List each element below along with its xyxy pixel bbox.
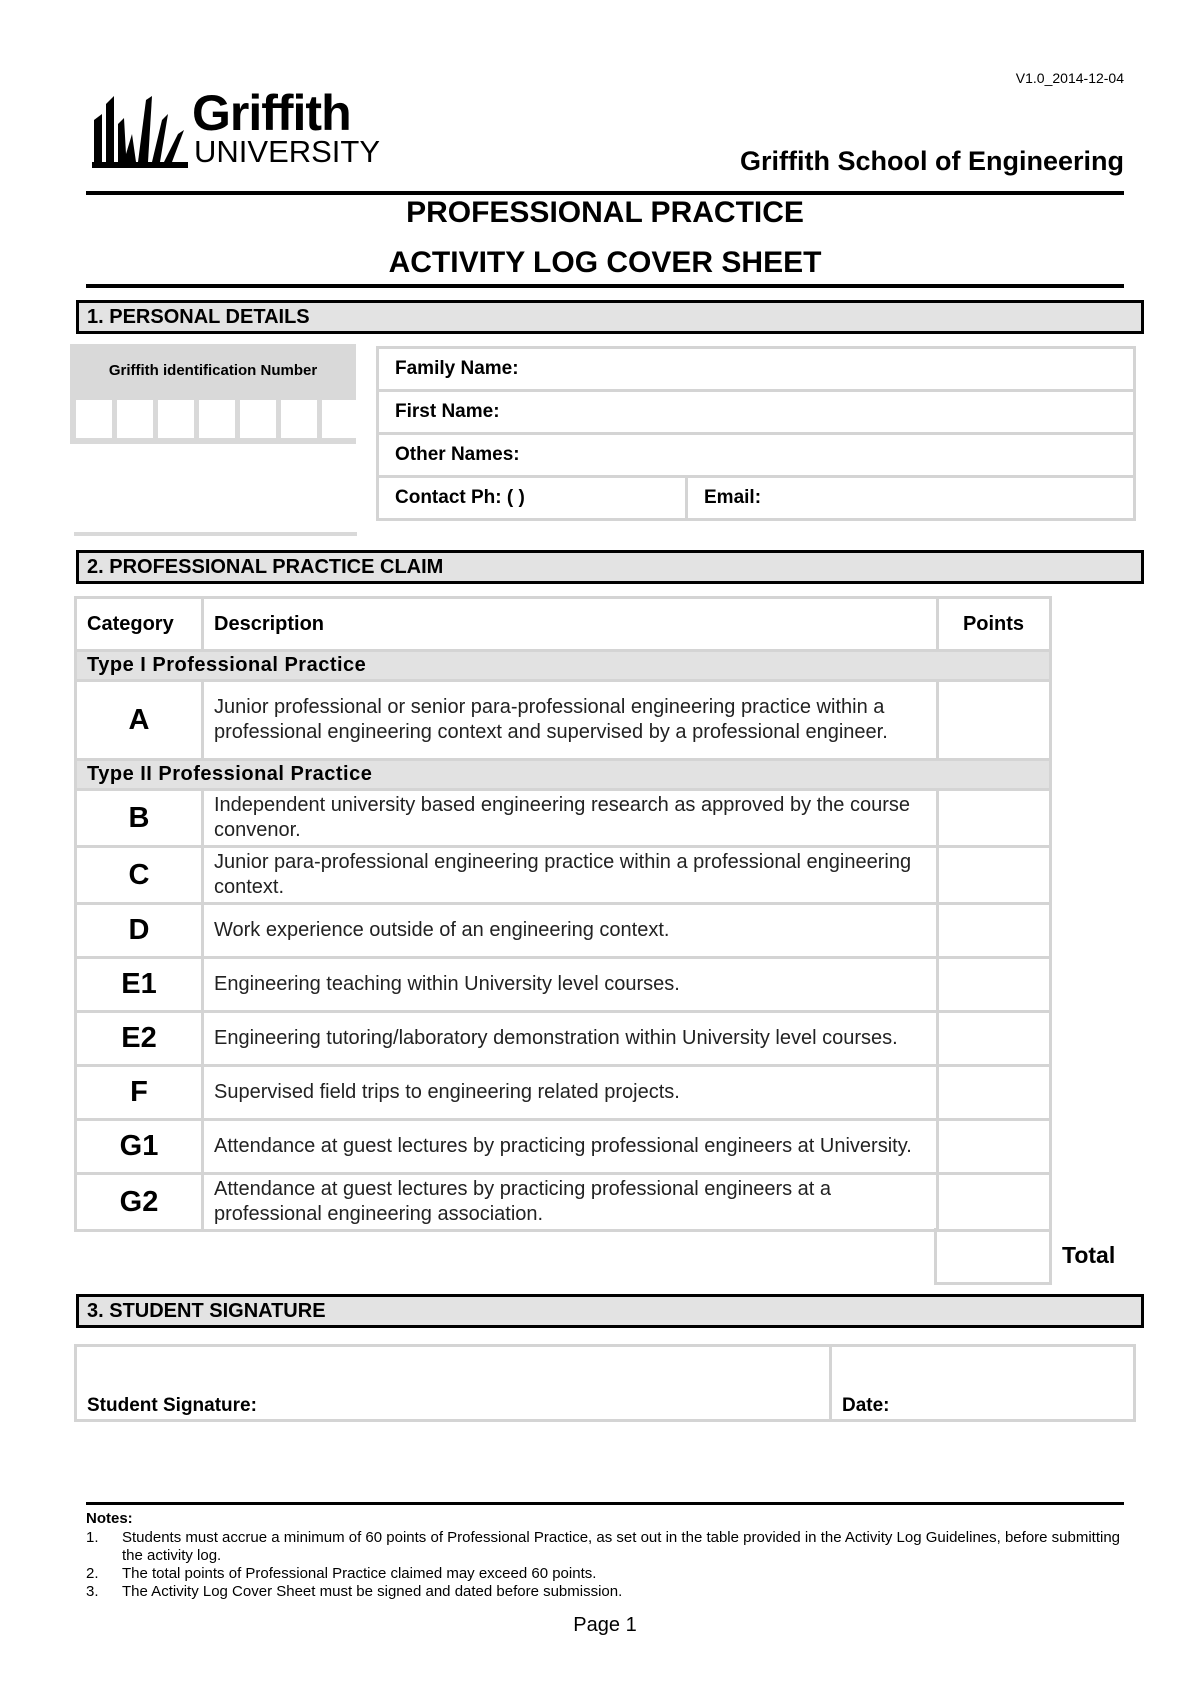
table-row xyxy=(76,681,1051,760)
section-personal-details: 1. PERSONAL DETAILS xyxy=(76,300,1144,334)
section-practice-claim: 2. PROFESSIONAL PRACTICE CLAIM xyxy=(76,550,1144,584)
title-rule xyxy=(86,284,1124,288)
gin-digit-6[interactable] xyxy=(281,400,317,438)
points-cell[interactable] xyxy=(938,1174,1051,1231)
contact-phone-field[interactable]: Contact Ph: ( ) xyxy=(378,477,687,520)
griffith-logo xyxy=(92,85,382,170)
table-row xyxy=(76,1174,1051,1231)
logo-mark-icon xyxy=(92,94,188,168)
table-row xyxy=(76,1066,1051,1120)
email-field[interactable]: Email: xyxy=(687,477,1135,520)
first-name-field[interactable]: First Name: xyxy=(378,391,1135,434)
gin-label: Griffith identification Number xyxy=(108,362,318,379)
table-row xyxy=(76,958,1051,1012)
family-name-field[interactable]: Family Name: xyxy=(378,348,1135,391)
category-cell: B xyxy=(76,790,203,847)
category-cell: G1 xyxy=(76,1120,203,1174)
type1-label: Type I Professional Practice xyxy=(76,651,1051,681)
claim-table xyxy=(74,596,1052,1232)
table-row xyxy=(76,790,1051,847)
header-description: Description xyxy=(203,598,938,651)
claim-header-row xyxy=(76,598,1051,651)
description-cell: Junior professional or senior para-professional engineering practice within a professional engineering context and supervised by a professional engineer. xyxy=(203,681,938,760)
type2-label: Type II Professional Practice xyxy=(76,760,1051,790)
note-number: 2. xyxy=(86,1565,99,1582)
gin-box xyxy=(70,344,356,444)
description-cell: Engineering teaching within University level courses. xyxy=(203,958,938,1012)
points-cell[interactable] xyxy=(938,904,1051,958)
category-cell: E1 xyxy=(76,958,203,1012)
document-subtitle: ACTIVITY LOG COVER SHEET xyxy=(388,246,822,279)
type1-row xyxy=(76,651,1051,681)
notes-list xyxy=(86,1529,1126,1601)
list-item xyxy=(86,1565,1126,1583)
gin-digit-5[interactable] xyxy=(240,400,276,438)
note-text: The Activity Log Cover Sheet must be signed and dated before submission. xyxy=(122,1583,623,1600)
version-label: V1.0_2014-12-04 xyxy=(1015,70,1124,86)
points-cell[interactable] xyxy=(938,1012,1051,1066)
table-row xyxy=(76,847,1051,904)
list-item xyxy=(86,1529,1126,1565)
table-row xyxy=(76,1012,1051,1066)
note-number: 1. xyxy=(86,1529,99,1546)
category-cell: C xyxy=(76,847,203,904)
gin-digit-7[interactable] xyxy=(322,400,358,438)
total-label: Total xyxy=(1062,1242,1116,1268)
category-cell: G2 xyxy=(76,1174,203,1231)
category-cell: F xyxy=(76,1066,203,1120)
date-field[interactable]: Date: xyxy=(831,1346,1135,1421)
gin-digit-4[interactable] xyxy=(199,400,235,438)
category-cell: E2 xyxy=(76,1012,203,1066)
notes-rule xyxy=(86,1502,1124,1505)
description-cell: Junior para-professional engineering practice within a professional engineering context. xyxy=(203,847,938,904)
table-row xyxy=(76,1120,1051,1174)
note-number: 3. xyxy=(86,1583,99,1600)
personal-details-table xyxy=(376,346,1136,521)
page-number: Page 1 xyxy=(573,1614,637,1636)
logo-name: Griffith xyxy=(192,85,351,141)
points-cell[interactable] xyxy=(938,790,1051,847)
description-cell: Engineering tutoring/laboratory demonstration within University level courses. xyxy=(203,1012,938,1066)
points-cell[interactable] xyxy=(938,1066,1051,1120)
gin-digit-3[interactable] xyxy=(158,400,194,438)
note-text: The total points of Professional Practice claimed may exceed 60 points. xyxy=(122,1565,597,1582)
gin-digit-1[interactable] xyxy=(76,400,112,438)
document-title: PROFESSIONAL PRACTICE xyxy=(406,196,804,229)
table-row xyxy=(76,904,1051,958)
signature-table xyxy=(74,1344,1136,1422)
header-rule xyxy=(86,191,1124,195)
description-cell: Attendance at guest lectures by practicing professional engineers at University. xyxy=(203,1120,938,1174)
category-cell: D xyxy=(76,904,203,958)
gin-digit-cells xyxy=(76,400,358,438)
description-cell: Supervised field trips to engineering related projects. xyxy=(203,1066,938,1120)
note-text: Students must accrue a minimum of 60 points of Professional Practice, as set out in the table provided in the Activity Log Guidelines, before submitting the activity log. xyxy=(122,1529,1121,1564)
list-item xyxy=(86,1583,1126,1601)
gin-digit-2[interactable] xyxy=(117,400,153,438)
total-points-field[interactable] xyxy=(934,1228,1052,1285)
notes-heading: Notes: xyxy=(86,1510,133,1527)
notes xyxy=(86,1510,1126,1601)
points-cell[interactable] xyxy=(938,681,1051,760)
category-cell: A xyxy=(76,681,203,760)
description-cell: Independent university based engineering research as approved by the course convenor. xyxy=(203,790,938,847)
description-cell: Attendance at guest lectures by practicing professional engineers at a professional engineering association. xyxy=(203,1174,938,1231)
header-category: Category xyxy=(76,598,203,651)
type2-row xyxy=(76,760,1051,790)
logo-subtitle: UNIVERSITY xyxy=(194,134,381,169)
section-student-signature: 3. STUDENT SIGNATURE xyxy=(76,1294,1144,1328)
school-name: Griffith School of Engineering xyxy=(740,146,1124,176)
student-signature-field[interactable]: Student Signature: xyxy=(76,1346,831,1421)
points-cell[interactable] xyxy=(938,1120,1051,1174)
header-points: Points xyxy=(938,598,1051,651)
other-names-field[interactable]: Other Names: xyxy=(378,434,1135,477)
gin-divider xyxy=(74,532,357,536)
description-cell: Work experience outside of an engineering context. xyxy=(203,904,938,958)
points-cell[interactable] xyxy=(938,847,1051,904)
points-cell[interactable] xyxy=(938,958,1051,1012)
